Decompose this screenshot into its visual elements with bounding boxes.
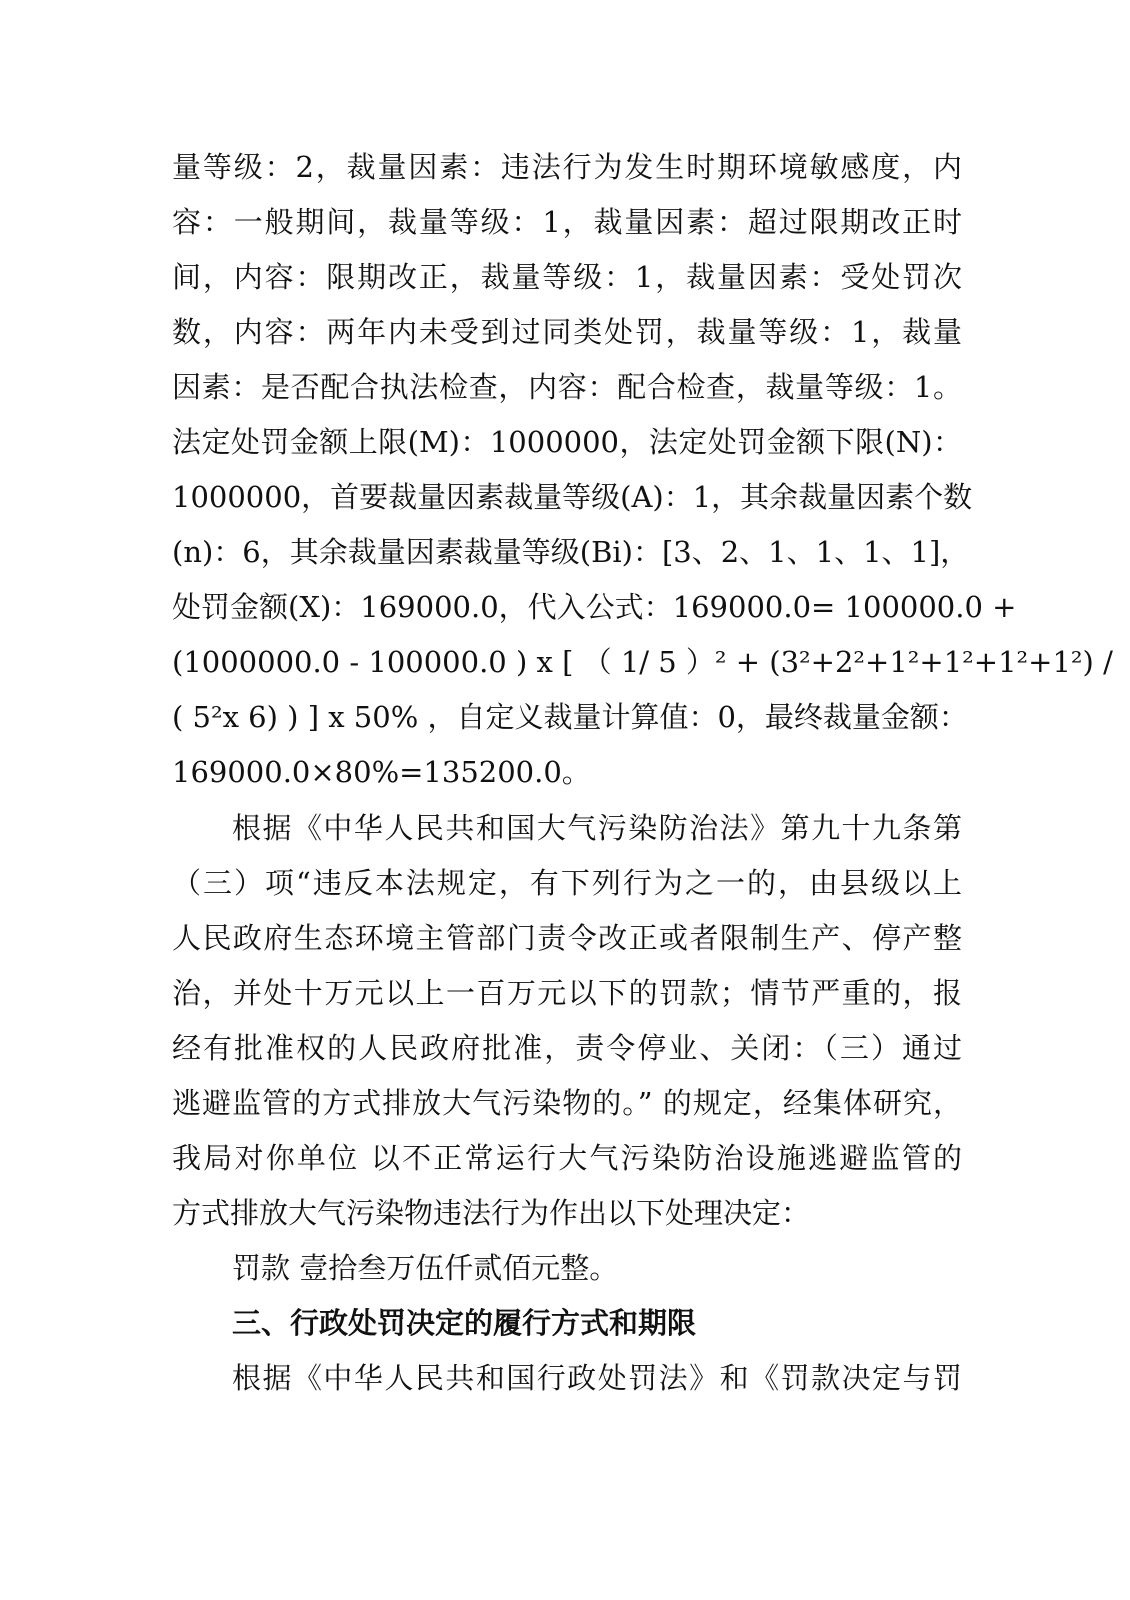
text-line: ( 5²x 6) ) ] x 50% ，自定义裁量计算值：0，最终裁量金额： [172, 700, 968, 734]
text-line: 量等级：2，裁量因素：违法行为发生时期环境敏感度，内 [172, 150, 962, 184]
text-line: 1000000，首要裁量因素裁量等级(A)：1，其余裁量因素个数 [172, 480, 973, 514]
penalty-line: 罚款 壹拾叁万伍仟贰佰元整。 [232, 1251, 619, 1285]
text-line: 169000.0×80%=135200.0。 [172, 755, 591, 789]
text-line: 逃避监管的方式排放大气污染物的。” 的规定，经集体研究， [172, 1086, 962, 1120]
text-line: 我局对你单位 以不正常运行大气污染防治设施逃避监管的 [172, 1141, 962, 1175]
section-heading: 三、行政处罚决定的履行方式和期限 [232, 1306, 697, 1340]
text-line: 法定处罚金额上限(M)：1000000，法定处罚金额下限(N)： [172, 425, 962, 459]
text-line: 人民政府生态环境主管部门责令改正或者限制生产、停产整 [172, 921, 962, 955]
text-line: 治，并处十万元以上一百万元以下的罚款；情节严重的，报 [172, 976, 962, 1010]
text-line: (1000000.0 - 100000.0 ) x [ （ 1/ 5 ）² + (3²+2²+1²+1²+1²+1²) / [172, 645, 1113, 679]
text-line: 因素：是否配合执法检查，内容：配合检查，裁量等级：1。 [172, 370, 962, 404]
text-line: 方式排放大气污染物违法行为作出以下处理决定： [172, 1196, 811, 1230]
text-line: 容：一般期间，裁量等级：1，裁量因素：超过限期改正时 [172, 205, 962, 239]
text-line: (n)：6，其余裁量因素裁量等级(Bi)：[3、2、1、1、1、1]， [172, 535, 970, 569]
text-line: 经有批准权的人民政府批准，责令停业、关闭：（三）通过 [172, 1031, 962, 1065]
text-line: （三）项“违反本法规定，有下列行为之一的，由县级以上 [172, 866, 962, 900]
text-line: 根据《中华人民共和国大气污染防治法》第九十九条第 [232, 811, 962, 845]
text-line: 处罚金额(X)：169000.0，代入公式：169000.0= 100000.0 + [172, 590, 1017, 624]
text-line: 数，内容：两年内未受到过同类处罚，裁量等级：1，裁量 [172, 315, 962, 349]
text-line: 间，内容：限期改正，裁量等级：1，裁量因素：受处罚次 [172, 260, 962, 294]
text-line: 根据《中华人民共和国行政处罚法》和《罚款决定与罚 [232, 1361, 962, 1395]
